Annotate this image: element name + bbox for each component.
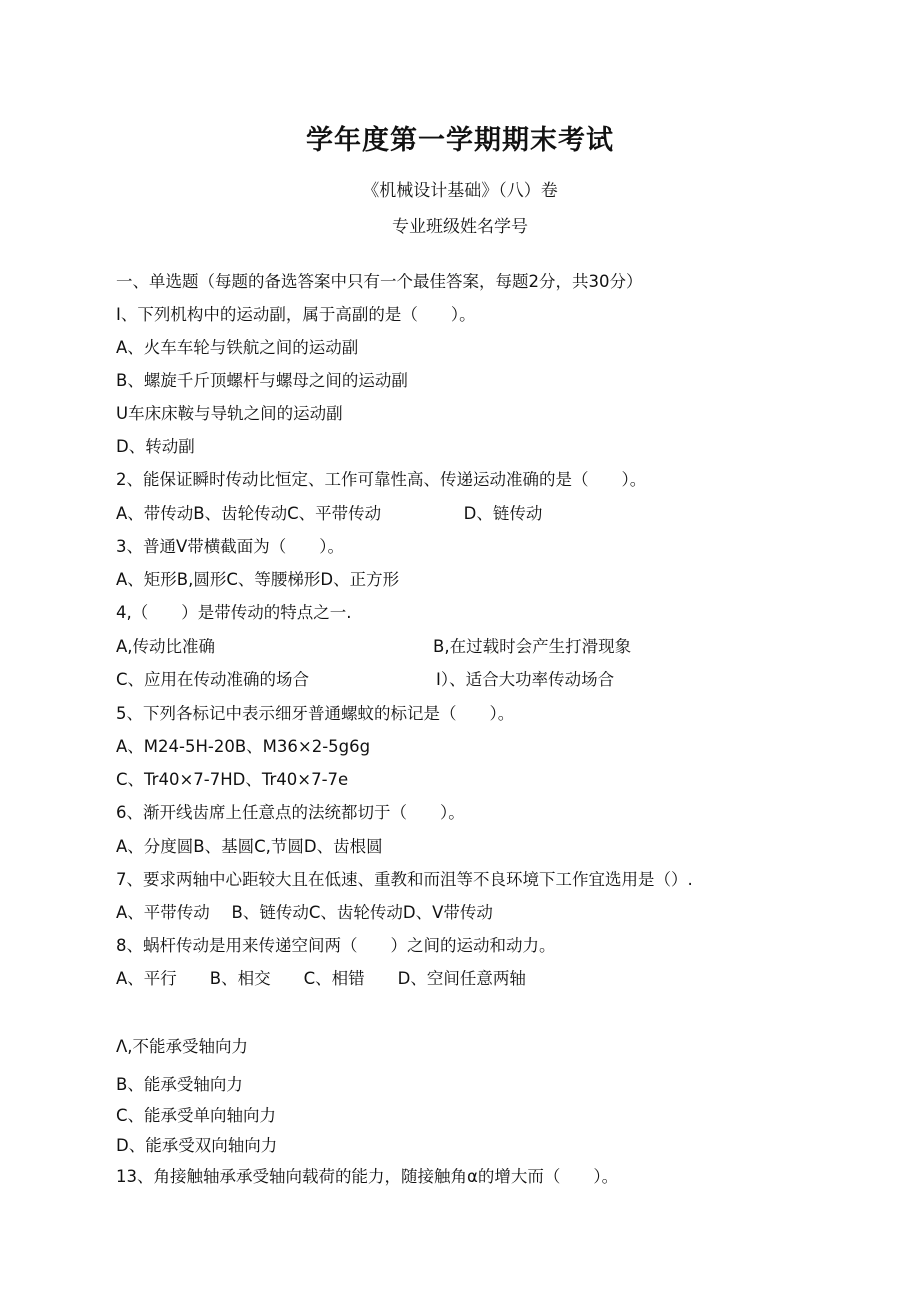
q1-option-a: A、火车车轮与铁航之间的运动副	[116, 338, 359, 357]
option-a: Λ,不能承受轴向力	[116, 1037, 249, 1056]
q3-options: A、矩形B,圆形C、等腰梯形D、正方形	[116, 570, 400, 589]
q2-options: A、带传动B、齿轮传动C、平带传动 D、链传动	[116, 504, 543, 523]
option-b: B、能承受轴向力	[116, 1075, 243, 1094]
q1-option-c: U车床床鞍与导轨之间的运动副	[116, 404, 343, 423]
question-2: 2、能保证瞬时传动比恒定、工作可靠性高、传递运动准确的是（ ）。	[116, 470, 647, 489]
q4-option-b: B,在过载时会产生打滑现象	[433, 637, 632, 656]
q8-options: A、平行 B、相交 C、相错 D、空间任意两轴	[116, 969, 526, 988]
question-13: 13、角接触轴承承受轴向载荷的能力，随接触角α的增大而（ ）。	[116, 1167, 619, 1186]
option-d: D、能承受双向轴向力	[116, 1136, 278, 1155]
q1-option-b: B、螺旋千斤顶螺杆与螺母之间的运动副	[116, 371, 408, 390]
question-3: 3、普通V带横截面为（ ）。	[116, 537, 345, 556]
question-5: 5、下列各标记中表示细牙普通螺蚊的标记是（ ）。	[116, 704, 515, 723]
section-heading: 一、单选题（每题的备选答案中只有一个最佳答案，每题2分，共30分）	[116, 272, 643, 291]
q4-option-a: A,传动比准确	[116, 637, 216, 656]
question-7: 7、要求两轴中心距较大且在低速、重教和而沮等不良环境下工作宜选用是（）.	[116, 870, 693, 889]
q4-option-c: C、应用在传动准确的场合	[116, 670, 310, 689]
question-1: I、下列机构中的运动副，属于高副的是（ ）。	[116, 305, 476, 324]
q5-options-cd: C、Tr40×7-7HD、Tr40×7-7e	[116, 770, 349, 789]
option-c: C、能承受单向轴向力	[116, 1106, 277, 1125]
question-6: 6、渐开线齿席上任意点的法统都切于（ ）。	[116, 803, 465, 822]
exam-title: 学年度第一学期期末考试	[306, 125, 614, 156]
q5-options-ab: A、M24-5H-20B、M36×2-5g6g	[116, 737, 371, 756]
q1-option-d: D、转动副	[116, 437, 195, 456]
question-4: 4,（ ）是带传动的特点之一.	[116, 603, 352, 622]
q4-option-d: I）、适合大功率传动场合	[436, 670, 615, 689]
q7-options: A、平带传动 B、链传动C、齿轮传动D、V带传动	[116, 903, 493, 922]
q6-options: A、分度圆B、基圆C,节圆D、齿根圆	[116, 837, 383, 856]
question-8: 8、蜗杆传动是用来传递空间两（ ）之间的运动和动力。	[116, 936, 556, 955]
student-info-line: 专业班级姓名学号	[392, 217, 528, 237]
exam-subtitle: 《机械设计基础》（八）卷	[362, 181, 558, 201]
